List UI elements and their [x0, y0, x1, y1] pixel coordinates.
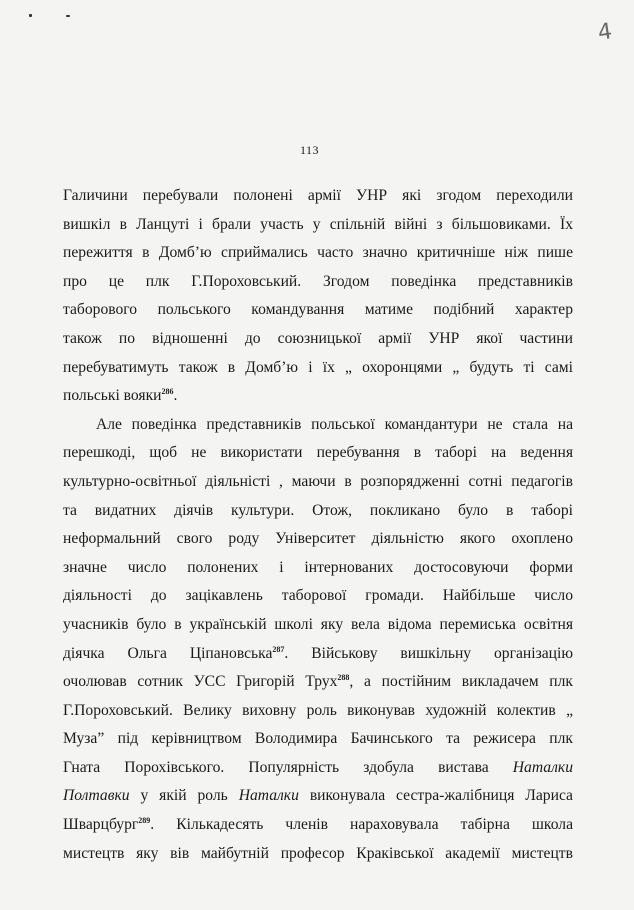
italic-title: Наталки [512, 758, 573, 776]
footnote-marker: 286 [161, 386, 174, 396]
italic-title: Наталки [238, 787, 299, 805]
scan-speck [66, 15, 70, 17]
text-line: таборового польського командування матиме подібний характер [63, 301, 573, 319]
text-line: культурно-освітньої діяльністі , маючи в розпорядженні сотні педагогів [63, 472, 573, 490]
text-line: учасників було в українській школі яку вела відома перемиська освітня [63, 615, 573, 633]
footnote-marker: 288 [337, 672, 350, 682]
text-line [63, 382, 573, 411]
text-run: виконувала сестра-жалібниця Лариса [309, 787, 573, 805]
text-line: вишкіл в Ланцуті і брали участь у спільній війні з більшовиками. Їх [63, 215, 573, 233]
paragraph-1 [63, 182, 573, 411]
text-run: діячка Ольга Ціпановська [63, 644, 273, 662]
handwritten-page-mark: 4 [596, 19, 614, 46]
text-line [63, 811, 573, 840]
text-line: мистецтв яку вів майбутній професор Краківської академії мистецтв [63, 844, 573, 862]
text-run: . [173, 387, 178, 405]
text-line [63, 754, 573, 783]
text-run: . Військову вишкільну організацію [284, 644, 573, 662]
text-line: значне число полонених і інтернованих достосовуючи форми [63, 558, 573, 576]
text-line [63, 782, 573, 811]
text-run: Шварцбург [63, 816, 139, 834]
footnote-marker: 289 [138, 815, 151, 825]
footnote-marker: 287 [272, 644, 285, 654]
text-run: . Кількадесять членів нараховувала табірна школа [150, 816, 573, 834]
text-line: Галичини перебували полонені армії УНР які згодом переходили [63, 187, 573, 204]
page-number: 113 [300, 143, 320, 157]
text-line: пережиття в Домб’ю сприймались часто значно критичніше ніж пише [63, 244, 573, 262]
text-run: , а постійним викладачем плк [349, 673, 573, 691]
text-line: неформальний свого роду Університет діяльністю якого охоплено [63, 530, 573, 548]
text-run: очолював сотник УСС Григорій Трух [63, 673, 338, 691]
text-run: польські вояки [63, 387, 162, 405]
text-line: Муза” під керівництвом Володимира Бачинського та режисера плк [63, 730, 573, 748]
text-line [63, 668, 573, 697]
text-line: також по відношенні до союзницької армії УНР якої частини [63, 329, 573, 347]
text-run: Гната Порохівського. Популярність здобула вистава [63, 758, 489, 776]
scan-speck [29, 14, 32, 17]
text-line: Г.Пороховський. Велику виховну роль виконував художній колектив „ [63, 701, 573, 719]
italic-title: Полтавки [63, 787, 130, 805]
paragraph-2 [63, 411, 573, 869]
text-line [63, 640, 573, 669]
text-line: Але поведінка представників польської командантури не стала на [96, 415, 573, 433]
text-run: у якій роль [140, 787, 228, 805]
text-line: про це плк Г.Пороховський. Згодом поведінка представників [63, 272, 573, 290]
document-body [63, 182, 573, 868]
text-line: перешкоді, щоб не використати перебування в таборі на ведення [63, 444, 573, 462]
text-line: та видатних діячів культури. Отож, покликано було в таборі [63, 501, 573, 519]
text-line: діяльності до зацікавлень таборової громади. Найбільше число [63, 587, 573, 605]
text-line: перебуватимуть також в Домб’ю і їх „ охоронцями „ будуть ті самі [63, 358, 573, 376]
